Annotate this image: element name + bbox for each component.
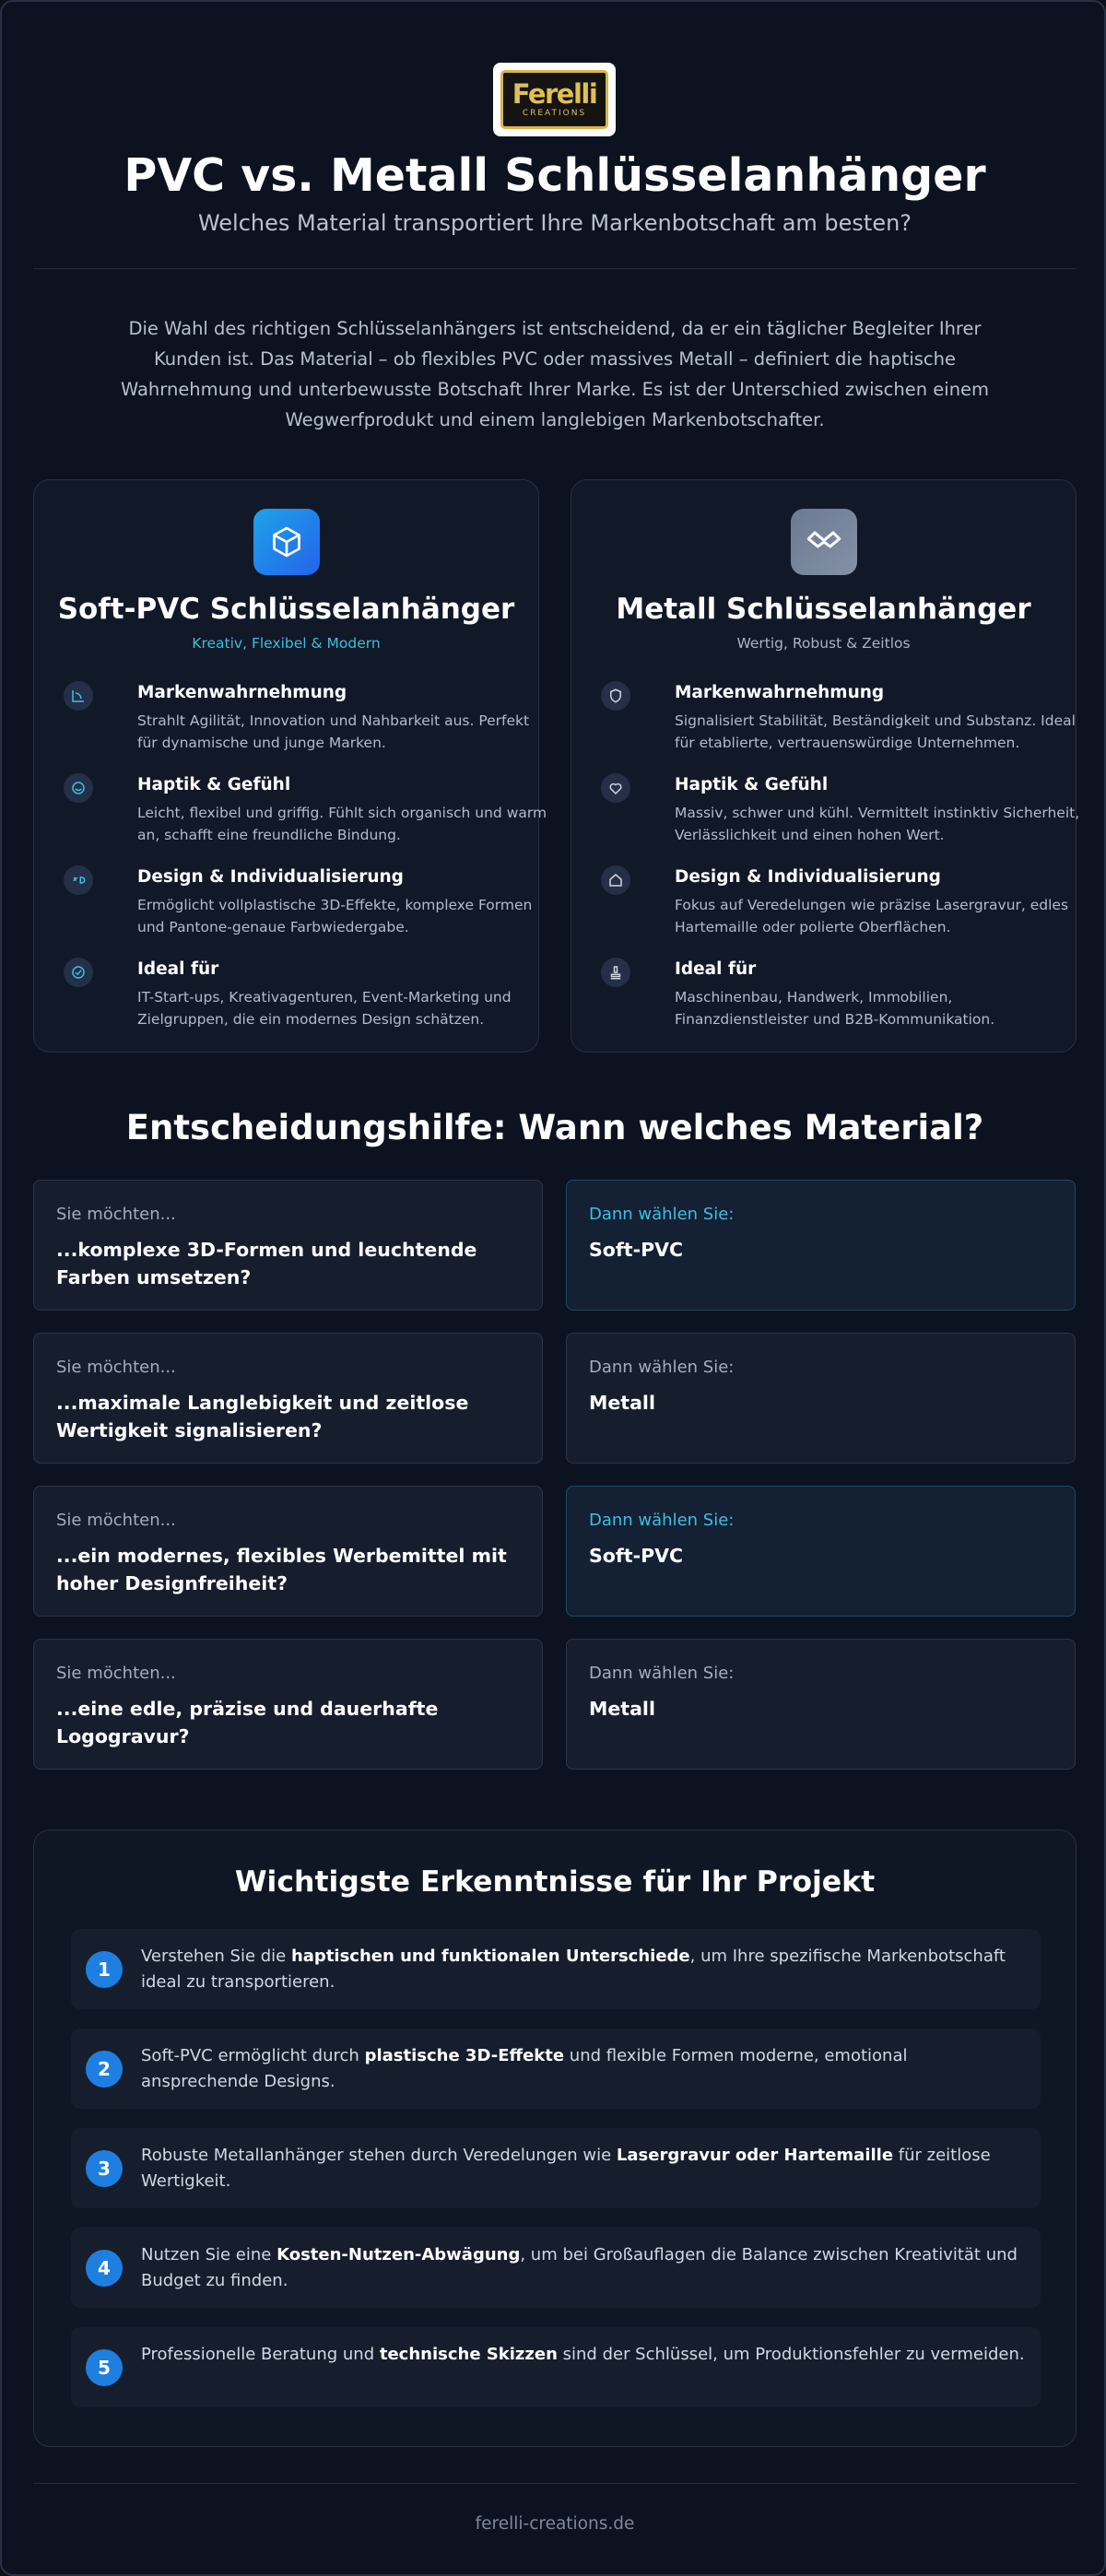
decision-want-1: Sie möchten... ...komplexe 3D-Formen und leuchtende Farben umsetzen? [33, 1180, 543, 1311]
heart-icon [601, 773, 630, 803]
page-subtitle: Welches Material transportiert Ihre Markenbotschaft am besten? [197, 210, 912, 236]
takeaway-item: 3 Robuste Metallanhänger stehen durch Veredelungen wie Lasergravur oder Hartemaille für zeitlose Wertigkeit. [71, 2128, 1041, 2208]
decision-choice-3: Dann wählen Sie: Soft-PVC [566, 1486, 1076, 1617]
takeaways-title: Wichtigste Erkenntnisse für Ihr Projekt [234, 1865, 876, 1899]
decision-want-3: Sie möchten... ...ein modernes, flexibles Werbemittel mit hoher Designfreiheit? [33, 1486, 543, 1617]
pvc-card: Soft-PVC Schlüsselanhänger Kreativ, Flexibel & Modern Markenwahrnehmung Strahlt Agilität, Innovation und Nahbarkeit aus. Perfekt für dynamische und junge Marken. Haptik & Gefühl Leicht, flexibel und griffig. Fühlt sich organisch und warm an, schafft eine freundliche Bindung. Design & Individualisierung Ermöglicht vollplastische 3D-Effekte, komplexe Formen und Pantone-genaue Farbwiedergabe. Ideal für IT-Start-ups, Kreativagenturen, Event-Marketing und Zielgruppen, die ein modernes Design schätzen. [33, 479, 539, 1053]
takeaways-panel [33, 1829, 1077, 2447]
takeaway-item: 2 Soft-PVC ermöglicht durch plastische 3D-Effekte und flexible Formen moderne, emotional ansprechende Designs. [71, 2029, 1041, 2109]
pvc-card-title: Soft-PVC Schlüsselanhänger [57, 593, 515, 626]
decision-want-2: Sie möchten... ...maximale Langlebigkeit und zeitlose Wertigkeit signalisieren? [33, 1333, 543, 1464]
footer-link[interactable]: ferelli-creations.de [475, 2514, 635, 2534]
logo-subline: CREATIONS [522, 109, 587, 118]
logo-wordmark: Ferelli [512, 78, 597, 110]
page-title: PVC vs. Metall Schlüsselanhänger [124, 149, 986, 202]
number-badge: 4 [86, 2250, 123, 2287]
pvc-card-subtitle: Kreativ, Flexibel & Modern [192, 635, 381, 652]
divider [33, 268, 1077, 269]
metal-card-title: Metall Schlüsselanhänger [616, 593, 1031, 626]
check-circle-icon [64, 958, 93, 987]
number-badge: 3 [86, 2150, 123, 2187]
smile-icon [64, 773, 93, 803]
handshake-icon [791, 509, 857, 575]
number-badge: 5 [86, 2349, 123, 2386]
3d-icon [64, 865, 93, 895]
footer-divider [33, 2483, 1077, 2484]
takeaway-item: 1 Verstehen Sie die haptischen und funktionalen Unterschiede, um Ihre spezifische Markenbotschaft ideal zu transportieren. [71, 1929, 1041, 2009]
decision-choice-2: Dann wählen Sie: Metall [566, 1333, 1076, 1464]
shield-icon [601, 681, 630, 711]
takeaway-item: 5 Professionelle Beratung und technische Skizzen sind der Schlüssel, um Produktionsfehler zu vermeiden. [71, 2327, 1041, 2407]
metal-card: Metall Schlüsselanhänger Wertig, Robust & Zeitlos Markenwahrnehmung Signalisiert Stabilität, Beständigkeit und Substanz. Ideal für etablierte, vertrauenswürdige Unternehmen. Haptik & Gefühl Massiv, schwer und kühl. Vermittelt instinktiv Sicherheit, Verlässlichkeit und einen hohen Wert. Design & Individualisierung Fokus auf Veredelungen wie präzise Lasergravur, edles Hartemaille oder polierte Oberflächen. Ideal für Maschinenbau, Handwerk, Immobilien, Finanzdienstleister und B2B-Kommunikation. [571, 479, 1077, 1053]
decision-title: Entscheidungshilfe: Wann welches Material? [125, 1108, 984, 1147]
intro-paragraph: Die Wahl des richtigen Schlüsselanhängers ist entscheidend, da er ein täglicher Begleiter Ihrer Kunden ist. Das Material – ob flexibles PVC oder massives Metall – definiert die haptische Wahrnehmung und unterbewusste Botschaft Ihrer Marke. Es ist der Unterschied zwischen einem Wegwerfprodukt und einem langlebigen Markenbotschafter. [120, 318, 990, 430]
decision-want-4: Sie möchten... ...eine edle, präzise und dauerhafte Logogravur? [33, 1639, 543, 1770]
number-badge: 2 [86, 2051, 123, 2088]
brand-logo [493, 63, 616, 136]
decision-choice-1: Dann wählen Sie: Soft-PVC [566, 1180, 1076, 1311]
metal-card-subtitle: Wertig, Robust & Zeitlos [736, 635, 911, 652]
gem-icon [601, 865, 630, 895]
takeaway-item: 4 Nutzen Sie eine Kosten-Nutzen-Abwägung, um bei Großauflagen die Balance zwischen Kreativität und Budget zu finden. [71, 2228, 1041, 2308]
chart-icon [64, 681, 93, 711]
stamp-icon [601, 958, 630, 987]
decision-choice-4: Dann wählen Sie: Metall [566, 1639, 1076, 1770]
number-badge: 1 [86, 1951, 123, 1988]
cube-icon [253, 509, 320, 575]
